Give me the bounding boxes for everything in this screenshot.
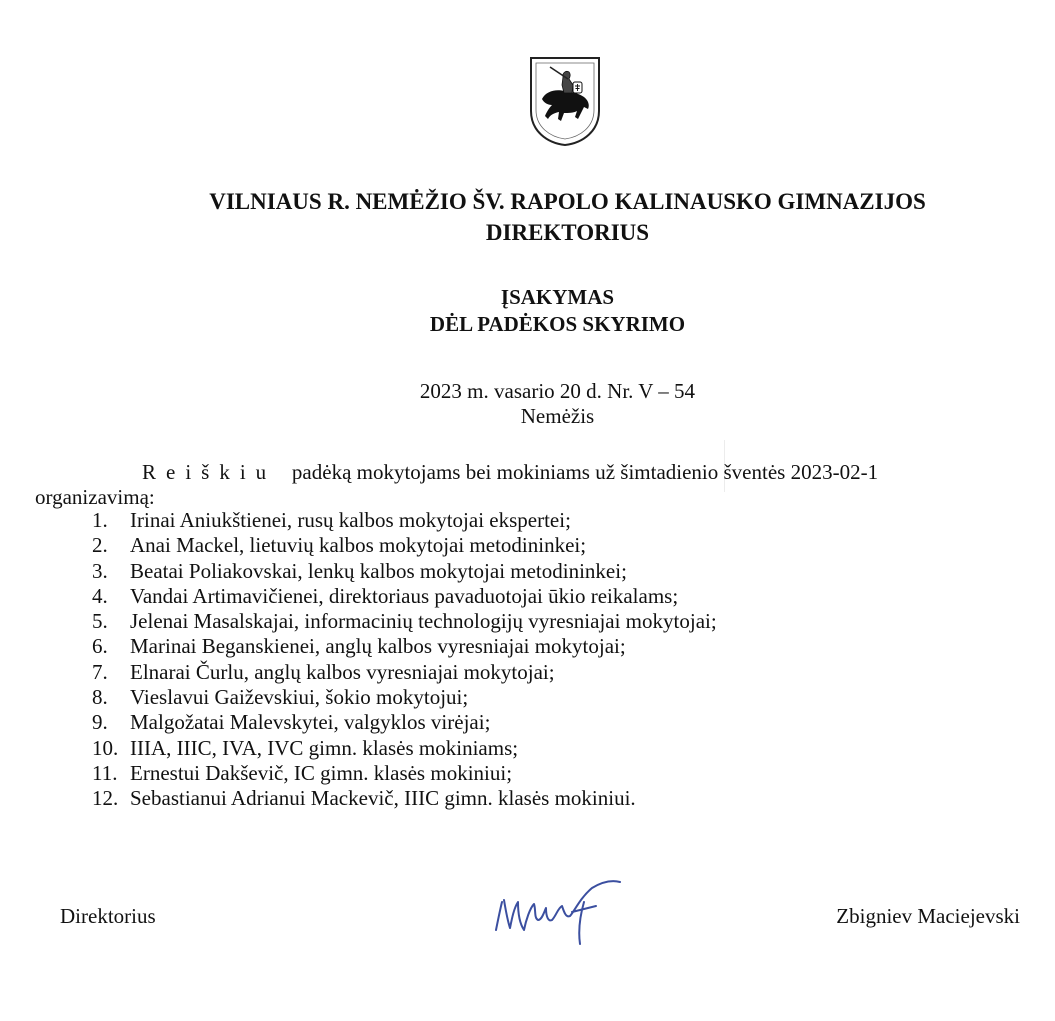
list-item-text: Vieslavui Gaiževskiui, šokio mokytojui; xyxy=(130,685,469,710)
list-item-number: 3. xyxy=(92,558,108,583)
list-item-text: Anai Mackel, lietuvių kalbos mokytojai metodininkei; xyxy=(130,533,587,558)
order-title xyxy=(30,284,1055,338)
institution-line-2: DIREKTORIUS xyxy=(485,220,650,245)
intro-spaced-word: Reiškiu xyxy=(142,460,277,484)
intro-text: padėką mokytojams bei mokiniams už šimtadienio šventės 2023-02-1 xyxy=(291,460,879,484)
signatory-name: Zbigniev Maciejevski xyxy=(836,904,1020,928)
list-item-text: Irinai Aniukštienei, rusų kalbos mokytojai ekspertei; xyxy=(130,508,571,532)
list-item-number: 7. xyxy=(92,659,108,684)
intro-line-2: organizavimą: xyxy=(35,485,155,509)
list-item xyxy=(92,761,717,786)
institution-line-1: VILNIAUS R. NEMĖŽIO ŠV. RAPOLO KALINAUSKO GIMNAZIJOS xyxy=(209,189,926,214)
document-subject: DĖL PADĖKOS SKYRIMO xyxy=(429,312,686,336)
list-item-number: 4. xyxy=(92,583,108,608)
list-item-text: Marinai Beganskienei, anglų kalbos vyresniajai mokytojai; xyxy=(130,634,626,659)
list-item-text: Beatai Poliakovskai, lenkų kalbos mokytojai metodininkei; xyxy=(130,558,627,583)
recipients-list xyxy=(92,508,717,812)
signatory-role: Direktorius xyxy=(60,904,156,928)
list-item-number: 2. xyxy=(92,533,108,558)
list-item-number: 8. xyxy=(92,685,108,710)
intro-paragraph xyxy=(35,460,878,510)
list-item xyxy=(92,736,717,761)
list-item-number: 9. xyxy=(92,710,108,735)
list-item-number: 10. xyxy=(92,735,119,760)
list-item-number: 6. xyxy=(92,634,108,659)
list-item-text: Elnarai Čurlu, anglų kalbos vyresniajai mokytojai; xyxy=(130,659,555,684)
list-item xyxy=(92,508,717,533)
list-item-number: 5. xyxy=(92,609,108,634)
list-item-number: 11. xyxy=(92,760,118,785)
list-item xyxy=(92,584,717,609)
list-item xyxy=(92,710,717,735)
date-number: 2023 m. vasario 20 d. Nr. V – 54 xyxy=(419,379,696,403)
list-item-text: Ernestui Dakševič, IC gimn. klasės mokiniui; xyxy=(130,760,513,785)
list-item xyxy=(92,786,717,811)
document-type: ĮSAKYMAS xyxy=(500,285,615,309)
list-item-text: Vandai Artimavičienei, direktoriaus pavaduotojai ūkio reikalams; xyxy=(130,583,679,608)
list-item xyxy=(92,660,717,685)
handwritten-signature xyxy=(488,872,628,952)
place: Nemėžis xyxy=(520,404,595,428)
vytis-coat-of-arms-icon xyxy=(528,55,602,147)
list-item xyxy=(92,609,717,634)
list-item-number: 12. xyxy=(92,786,119,811)
list-item-text: Sebastianui Adrianui Mackevič, IIIC gimn. klasės mokiniui. xyxy=(130,786,636,811)
list-item xyxy=(92,685,717,710)
list-item-text: IIIA, IIIC, IVA, IVC gimn. klasės mokiniams; xyxy=(130,735,519,760)
list-item xyxy=(92,559,717,584)
list-item xyxy=(92,533,717,558)
list-item-text: Malgožatai Malevskytei, valgyklos virėjai; xyxy=(130,710,491,735)
list-item-number: 1. xyxy=(92,508,108,532)
institution-title xyxy=(40,186,1055,248)
list-item xyxy=(92,634,717,659)
list-item-text: Jelenai Masalskajai, informacinių technologijų vyresniajai mokytojai; xyxy=(130,609,717,634)
